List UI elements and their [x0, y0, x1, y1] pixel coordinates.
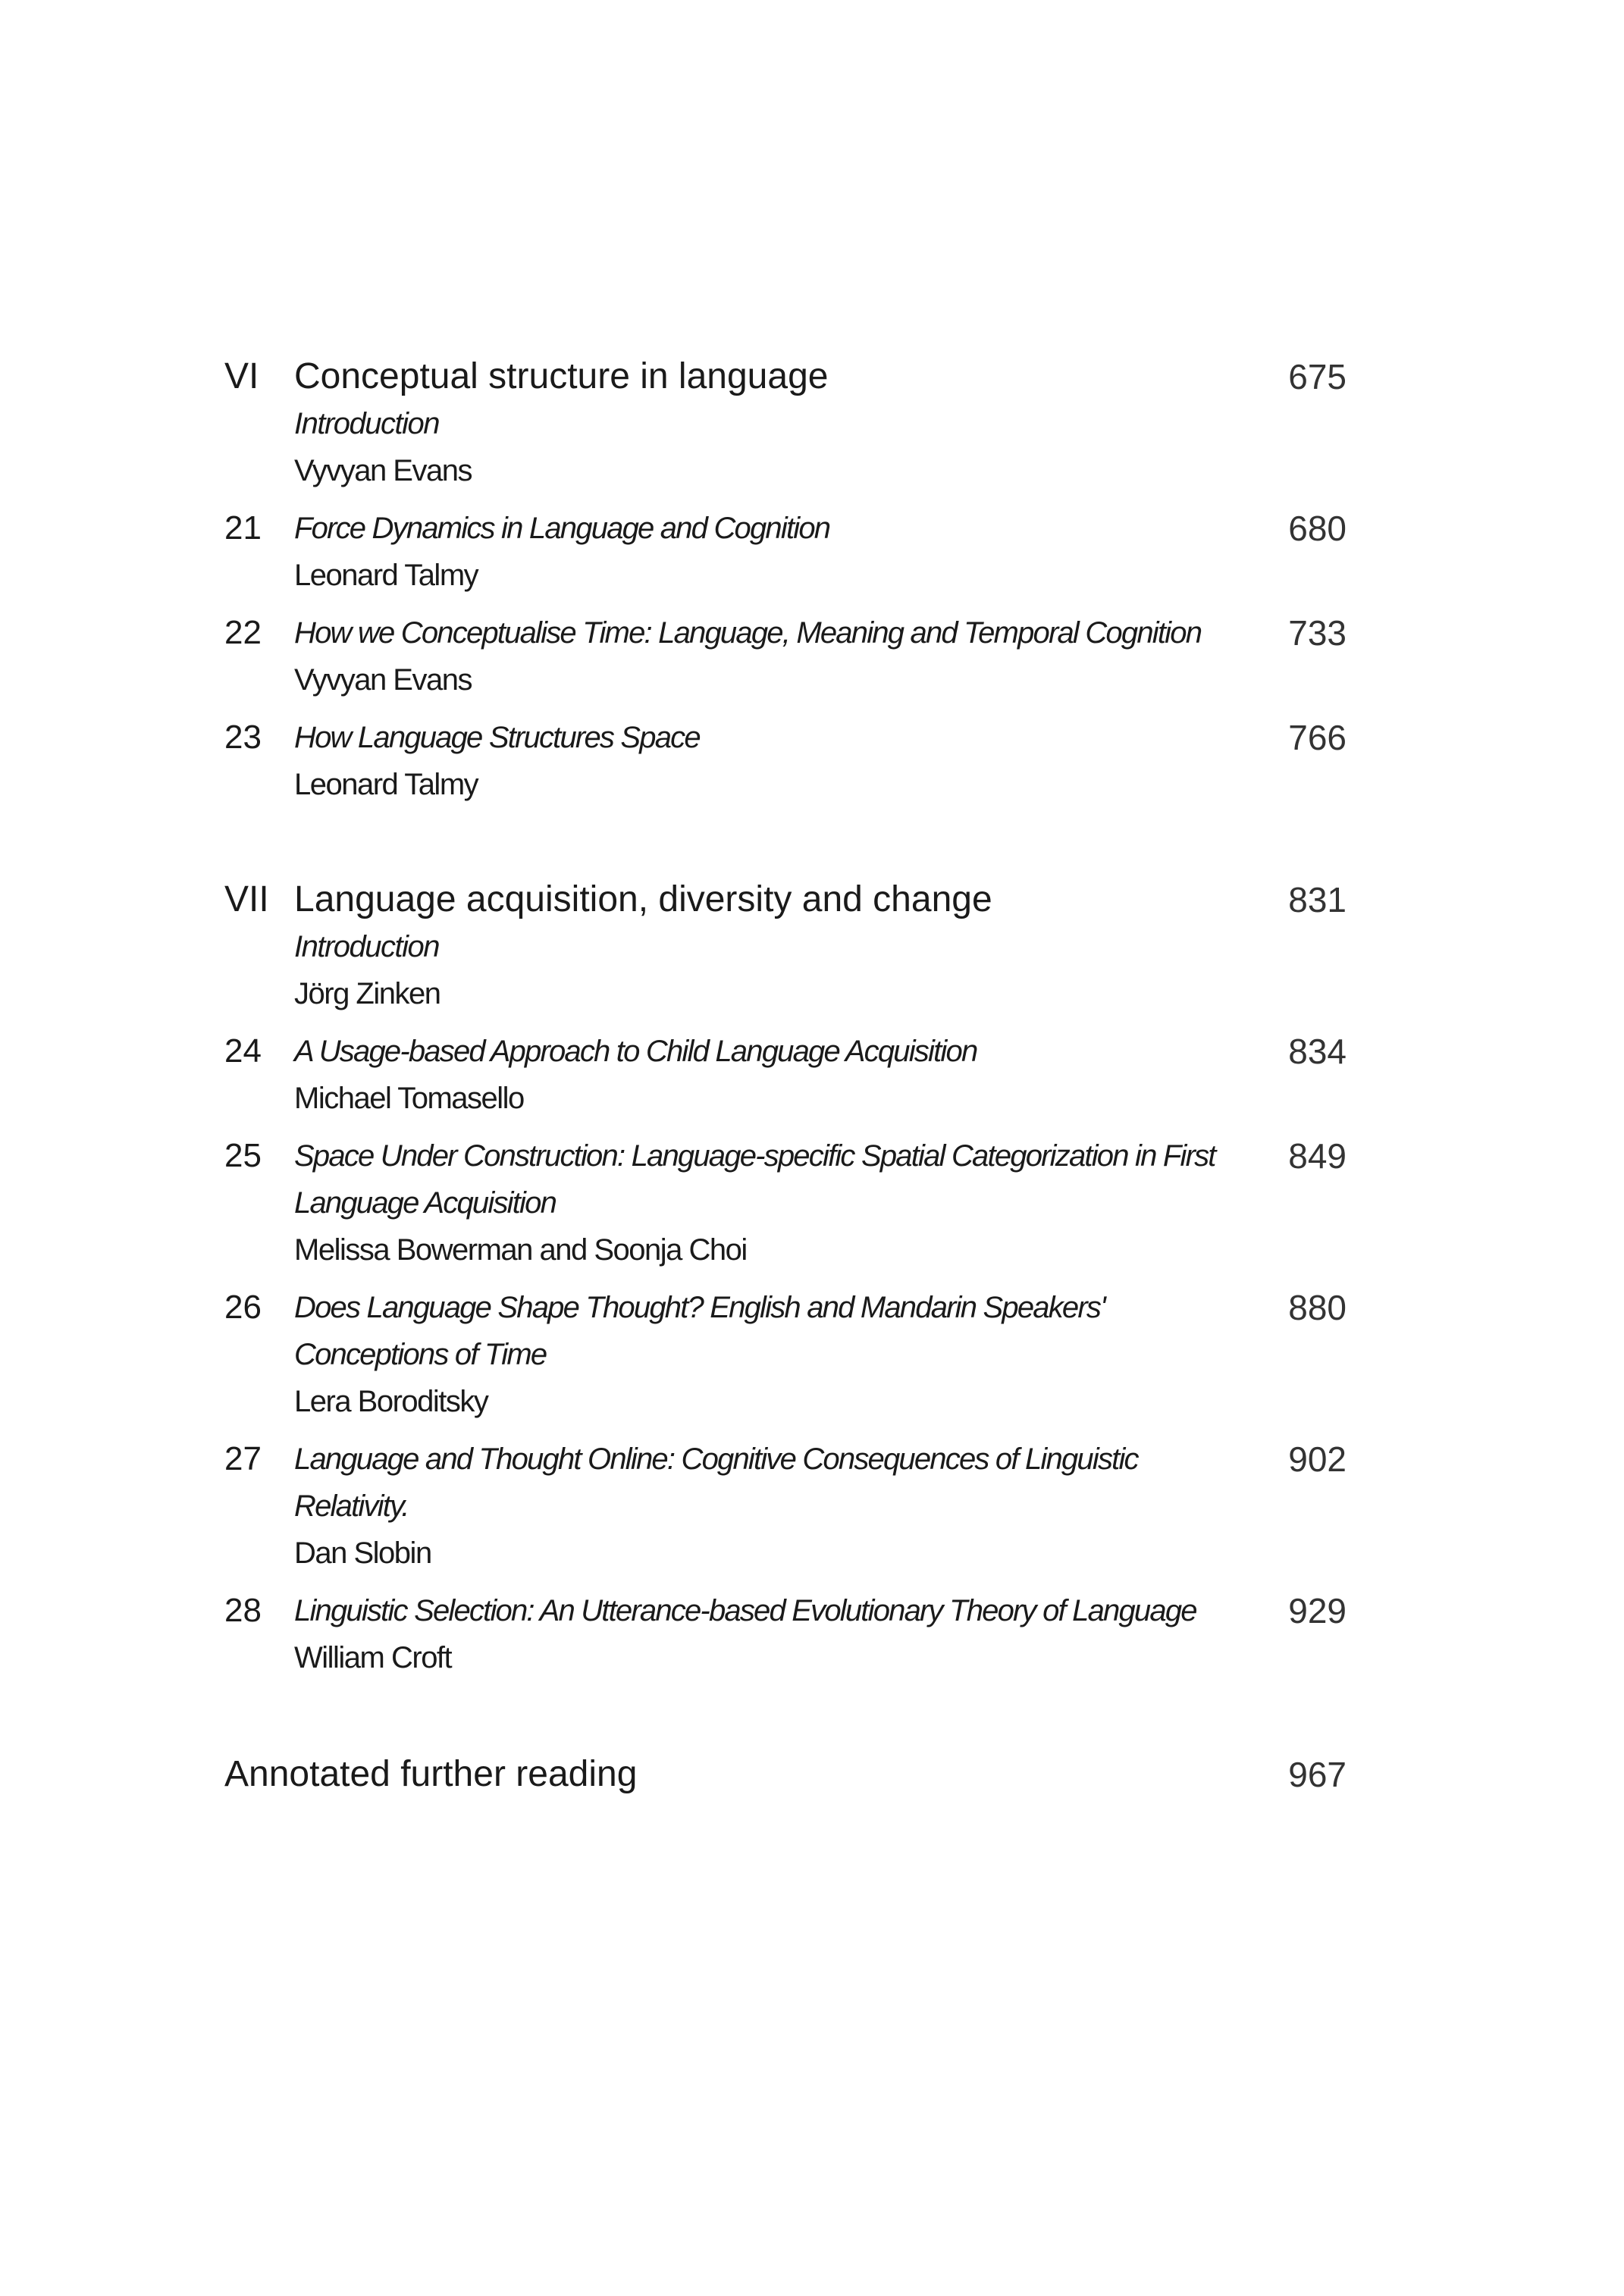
- chapter-entry: [224, 1284, 1347, 1425]
- chapter-title: Language and Thought Online: Cognitive Consequences of Linguistic Relativity.: [294, 1442, 1138, 1523]
- part-page-number: 831: [1288, 880, 1347, 919]
- chapter-page-number: 766: [1288, 718, 1347, 757]
- chapter-number: 25: [224, 1137, 262, 1174]
- chapter-title: Force Dynamics in Language and Cognition: [294, 512, 830, 545]
- chapter-entry: [224, 1028, 1347, 1122]
- chapter-page-number: 733: [1288, 613, 1347, 653]
- chapter-entry: [224, 1587, 1347, 1681]
- chapter-author: Vyvyan Evans: [294, 663, 472, 697]
- chapter-author: Leonard Talmy: [294, 768, 478, 801]
- chapter-entry: [224, 505, 1347, 599]
- chapter-page-number: 880: [1288, 1288, 1347, 1327]
- part-numeral: VI: [224, 356, 259, 396]
- chapter-entry: [224, 1436, 1347, 1577]
- chapter-entry: [224, 609, 1347, 703]
- chapter-title: How we Conceptualise Time: Language, Meaning and Temporal Cognition: [294, 616, 1202, 650]
- chapter-number: 21: [224, 509, 262, 547]
- chapter-title: A Usage-based Approach to Child Language Acquisition: [294, 1035, 977, 1068]
- chapter-author: Dan Slobin: [294, 1536, 431, 1570]
- intro-label: Introduction: [294, 930, 440, 963]
- chapter-page-number: 929: [1288, 1591, 1347, 1630]
- chapter-page-number: 849: [1288, 1136, 1347, 1176]
- chapter-title: How Language Structures Space: [294, 721, 700, 754]
- part-title: Conceptual structure in language: [294, 356, 829, 396]
- further-reading-label: Annotated further reading: [224, 1754, 638, 1794]
- part-heading: [224, 876, 1347, 1017]
- chapter-page-number: 680: [1288, 509, 1347, 548]
- chapter-author: Lera Boroditsky: [294, 1385, 488, 1418]
- chapter-page-number: 834: [1288, 1032, 1347, 1071]
- intro-author: Vyvyan Evans: [294, 454, 472, 487]
- chapter-number: 27: [224, 1440, 262, 1477]
- part-vi: [224, 353, 1347, 808]
- chapter-number: 24: [224, 1032, 262, 1070]
- chapter-title: Space Under Construction: Language-specific Spatial Categorization in First Language Acquisition: [294, 1139, 1215, 1220]
- chapter-author: Michael Tomasello: [294, 1082, 524, 1115]
- table-of-contents: [224, 353, 1347, 1798]
- chapter-number: 23: [224, 719, 262, 756]
- part-numeral: VII: [224, 879, 269, 919]
- part-vii: [224, 876, 1347, 1681]
- chapter-number: 22: [224, 614, 262, 651]
- further-reading-entry: [224, 1751, 1347, 1798]
- further-reading-page-number: 967: [1288, 1755, 1347, 1794]
- chapter-entry: [224, 714, 1347, 808]
- chapter-author: William Croft: [294, 1641, 452, 1674]
- chapter-number: 26: [224, 1289, 262, 1326]
- chapter-number: 28: [224, 1592, 262, 1629]
- chapter-title: Does Language Shape Thought? English and Mandarin Speakers' Conceptions of Time: [294, 1291, 1105, 1371]
- part-heading: [224, 353, 1347, 494]
- chapter-entry: [224, 1132, 1347, 1273]
- chapter-page-number: 902: [1288, 1439, 1347, 1479]
- intro-author: Jörg Zinken: [294, 977, 440, 1010]
- chapter-title: Linguistic Selection: An Utterance-based Evolutionary Theory of Language: [294, 1594, 1196, 1627]
- part-title: Language acquisition, diversity and change: [294, 879, 992, 919]
- chapter-author: Melissa Bowerman and Soonja Choi: [294, 1233, 747, 1267]
- intro-label: Introduction: [294, 407, 440, 440]
- chapter-author: Leonard Talmy: [294, 559, 478, 592]
- part-page-number: 675: [1288, 357, 1347, 396]
